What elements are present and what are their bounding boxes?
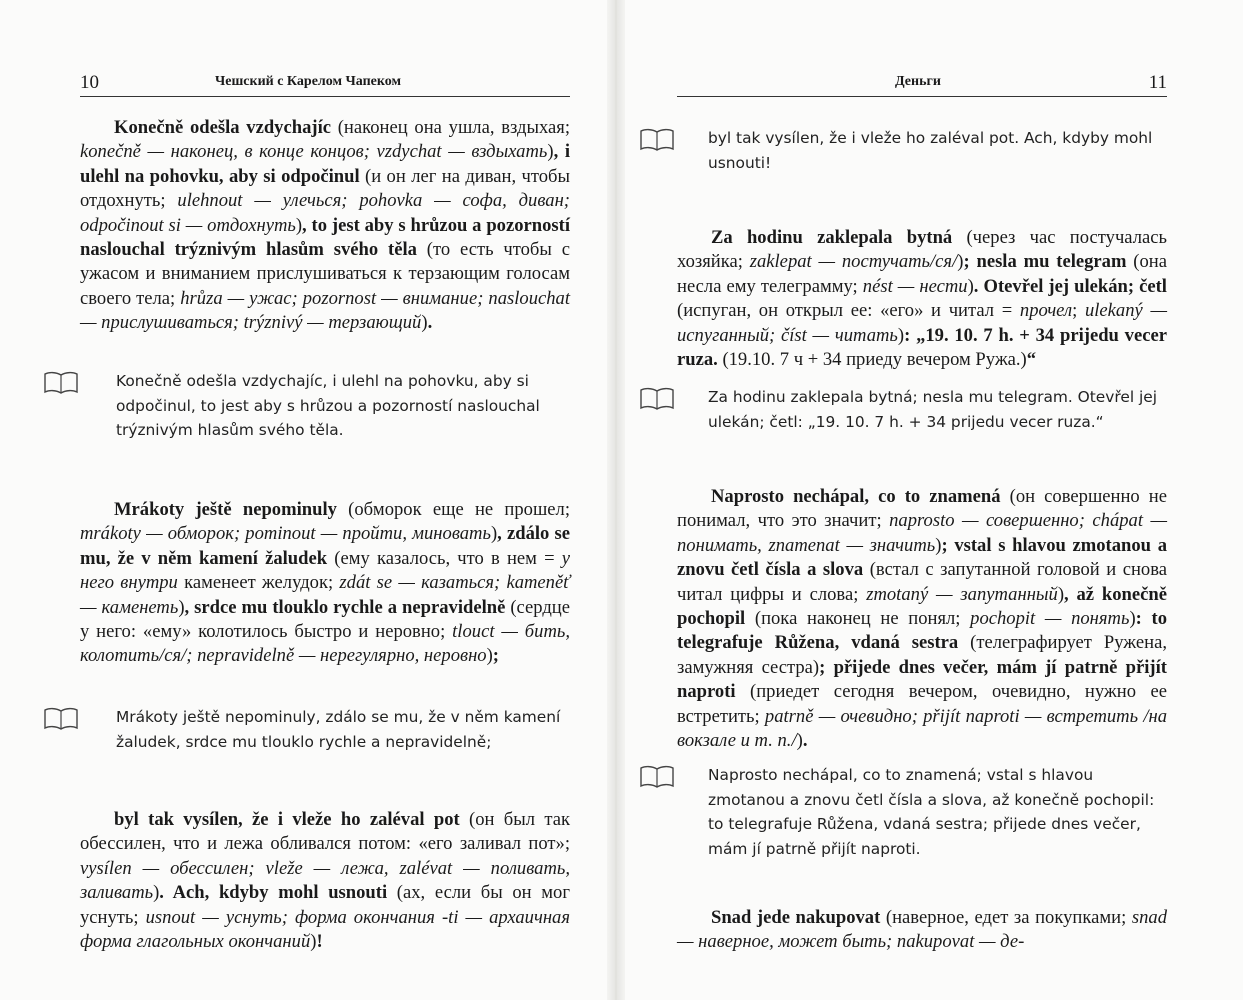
running-head: Чешский с Карелом Чапеком [215, 74, 402, 89]
right-page [622, 0, 1243, 1000]
gloss-paragraph: Mrákoty ještě nepominuly (обморок еще не прошел; mrákoty — обморок; pominout — пройти, миновать), zdálo se mu, že v něm kamení žaludek (ему казалось, что в нем = у него внутри каменеет желудок; zdát se — казаться; kameněť — каменеть), srdce mu tlouklo rychle a nepravidelně (сердце у него: «ему» колотилось быстро и неровно; tlouct — бить, колотить/ся/; nepravidelně — нерегулярно, неровно); [80, 499, 571, 667]
open-book-icon [640, 128, 674, 152]
open-book-icon [44, 371, 78, 395]
reading-text: Mrákoty ještě nepominuly, zdálo se mu, že v něm kamení žaludek, srdce mu tlouklo rychle a nepravidelně; [116, 708, 561, 751]
reading-text: Za hodinu zaklepala bytná; nesla mu telegram. Otevřel jej ulekán; četl: „19. 10. 7 h. + 34 prijedu vecer ruza.“ [708, 388, 1158, 431]
gloss-paragraph: Konečně odešla vzdychajíc (наконец она ушла, вздыхая; konečně — наконец, в конце концов; vzdychat — вздыхать), i ulehl na pohovku, aby si odpočinul (и он лег на диван, чтобы отдохнуть; ulehnout — улечься; pohovka — софа, диван; odpočinout si — отдохнуть), to jest aby s hrůzou a pozorností naslouchal trýznivým hlasům svého těla (то есть чтобы с ужасом и вниманием прислушиваться к терзающим голосам своего тела; hrůza — ужас; pozornost — внимание; naslouchat — прислушиваться; trýznivý — терзающий). [80, 117, 571, 334]
gloss-paragraph: byl tak vysílen, že i vleže ho zaléval pot (он был так обессилен, что и лежа обливался потом: «его заливал пот»; vysílen — обессилен; vleže — лежа, zalévat — поливать, заливать). Ach, kdyby mohl usnouti (ах, если бы он мог уснуть; usnout — уснуть; форма окончания -ti — архаичная форма глагольных окончаний)! [80, 809, 570, 953]
reading-text: Konečně odešla vzdychajíc, i ulehl na pohovku, aby si odpočinul, to jest aby s hrůzou a pozorností naslouchal trýznivým hlasům svého těla. [116, 372, 540, 440]
running-head: Деньги [895, 74, 941, 89]
open-book-icon [44, 707, 78, 731]
gloss-paragraph: Naprosto nechápal, co to znamená (он совершенно не понимал, что это значит; naprosto — совершенно; chápat — понимать, znamenat — значить); vstal s hlavou zmotanou a znovu četl čísla a slova (встал с запутанной головой и снова читал цифры и слова; zmotaný — запутанный), až konečně pochopil (пока наконец не понял; pochopit — понять): to telegrafuje Růžena, vdaná sestra (телеграфирует Ружена, замужняя сестра); přijede dnes večer, mám jí patrně přijít naproti (приедет сегодня вечером, очевидно, нужно ее встретить; patrně — очевидно; přijít naproti — встретить /на вокзале и т. п./). [677, 486, 1168, 752]
open-book-icon [640, 765, 674, 789]
page-header [80, 70, 570, 97]
gloss-paragraph: Snad jede nakupovat (наверное, едет за покупками; snad — наверное, может быть; nakupovat — де- [677, 907, 1167, 953]
gloss-paragraph: Za hodinu zaklepala bytná (через час постучалась хозяйка; zaklepat — постучать/ся/); nesla mu telegram (она несла ему телеграмму; nést — нести). Otevřel jej ulekán; četl (испуган, он открыл ее: «его» и читал = прочел; ulekaný — испуганный; číst — читать): „19. 10. 7 h. + 34 prijedu vecer ruza. (19.10. 7 ч + 34 приеду вечером Ружа.)“ [677, 227, 1167, 371]
page-number: 11 [1148, 72, 1167, 93]
reading-text: byl tak vysílen, že i vleže ho zaléval pot. Ach, kdyby mohl usnouti! [708, 129, 1153, 172]
left-page [0, 0, 610, 1000]
page-number: 10 [80, 72, 99, 93]
page-header [677, 70, 1167, 97]
open-book-icon [640, 387, 674, 411]
reading-text: Naprosto nechápal, co to znamená; vstal s hlavou zmotanou a znovu četl čísla a slova, až konečně pochopil: to telegrafuje Růžena, vdaná sestra; přijede dnes večer, mám jí patrně přijít naproti. [708, 766, 1155, 858]
